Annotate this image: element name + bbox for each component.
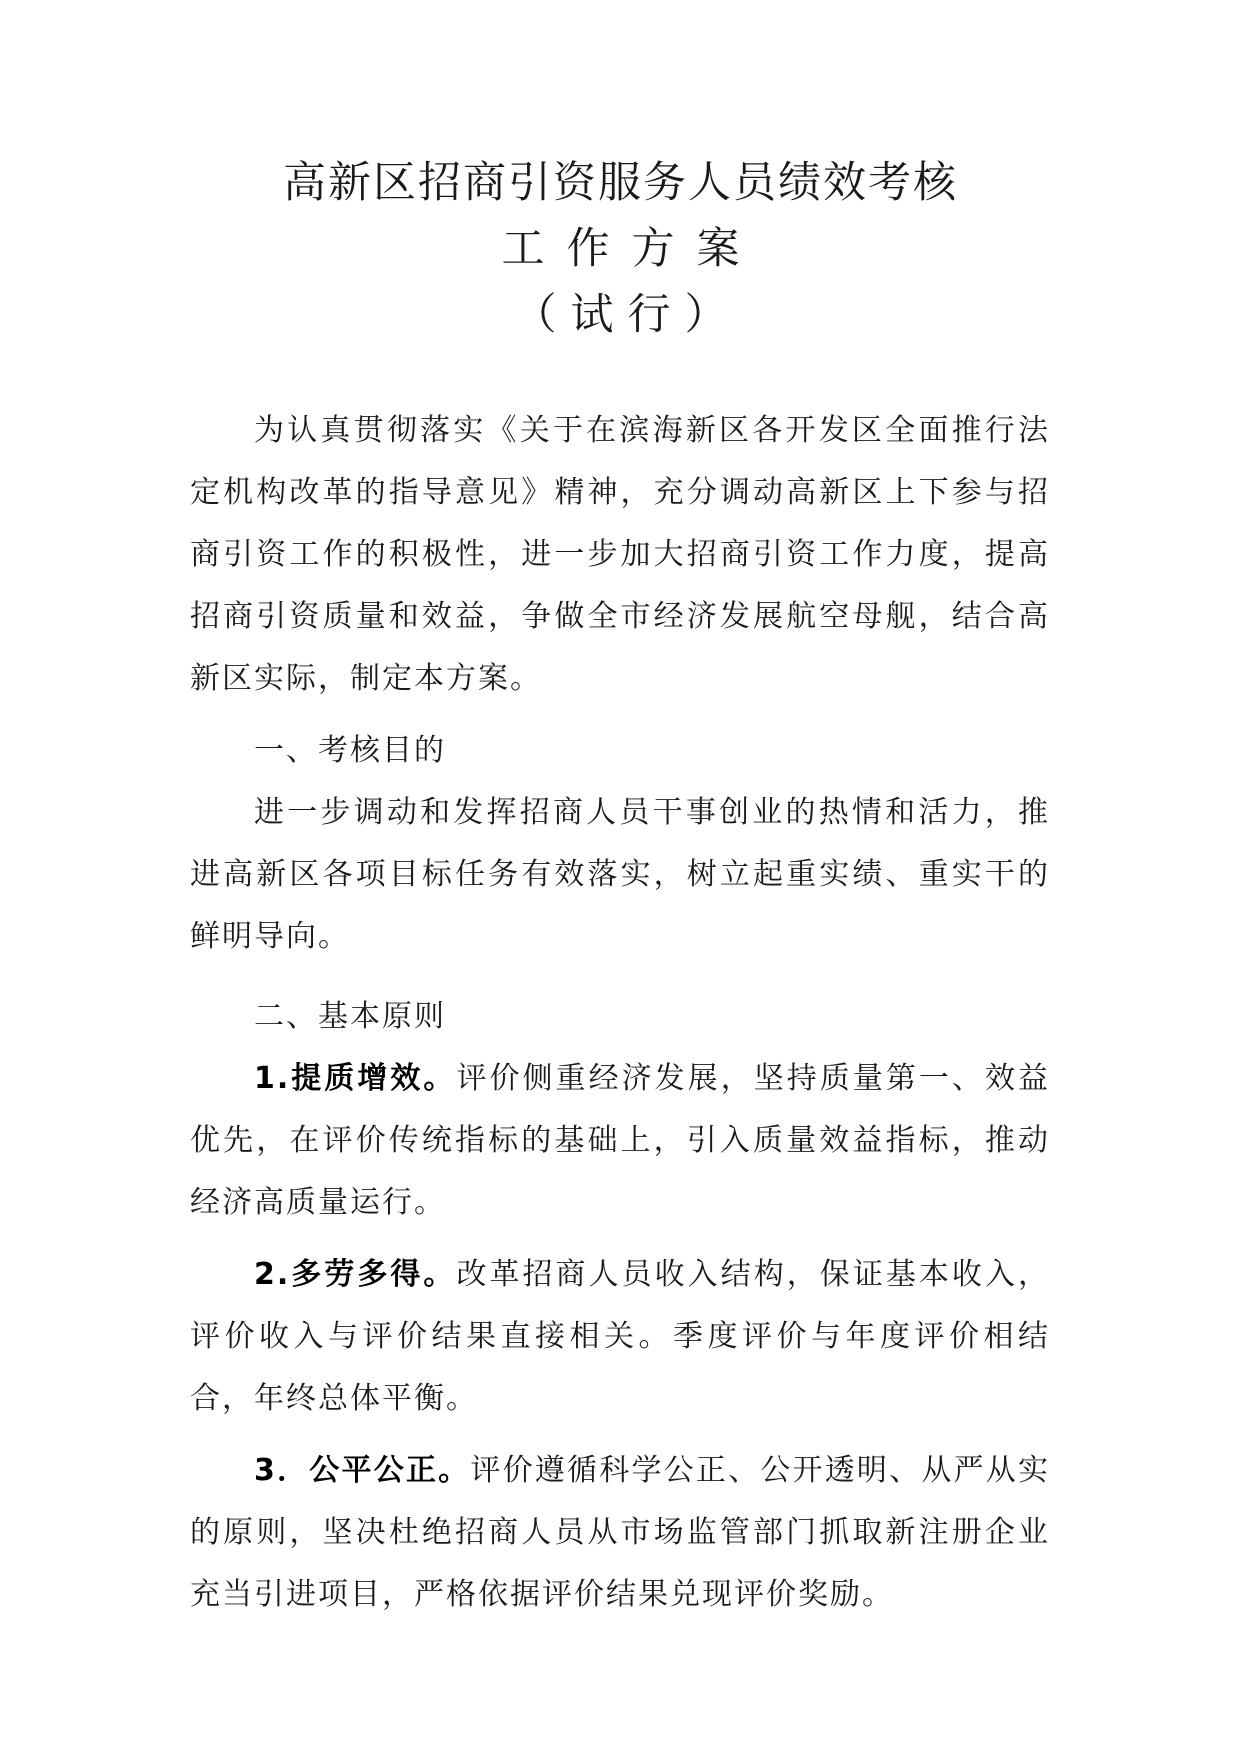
principle-item-1 xyxy=(190,1048,1050,1234)
section-1-heading: 一、考核目的 xyxy=(254,733,446,768)
title-line-2: 工作方案 xyxy=(501,224,762,274)
section-1-paragraph: 进一步调动和发挥招商人员干事创业的热情和活力，推进高新区各项目标任务有效落实，树立起重实绩、重实干的鲜明导向。 xyxy=(190,795,1050,954)
principle-item-3-lead: 3．公平公正。 xyxy=(254,1453,471,1488)
document-title xyxy=(0,150,1241,348)
principle-item-2-lead: 2.多劳多得。 xyxy=(254,1257,457,1292)
principle-item-3-text: 评价遵循科学公正、公开透明、从严从实的原则，坚决杜绝招商人员从市场监管部门抓取新注册企业充当引进项目，严格依据评价结果兑现评价奖励。 xyxy=(190,1453,1051,1612)
principle-item-3 xyxy=(190,1440,1050,1626)
section-2-heading: 二、基本原则 xyxy=(254,999,446,1034)
title-line-3: （试行） xyxy=(513,290,742,340)
intro-paragraph: 为认真贯彻落实《关于在滨海新区各开发区全面推行法定机构改革的指导意见》精神，充分调动高新区上下参与招商引资工作的积极性，进一步加大招商引资工作力度，提高招商引资质量和效益，争做全市经济发展航空母舰，结合高新区实际，制定本方案。 xyxy=(190,413,1050,696)
title-line-1: 高新区招商引资服务人员绩效考核 xyxy=(283,158,958,208)
document-body xyxy=(190,400,1050,1626)
principle-item-1-lead: 1.提质增效。 xyxy=(254,1061,457,1096)
principle-item-2 xyxy=(190,1244,1050,1430)
principle-item-1-text: 评价侧重经济发展，坚持质量第一、效益优先，在评价传统指标的基础上，引入质量效益指标，推动经济高质量运行。 xyxy=(190,1061,1050,1220)
principle-item-2-text: 改革招商人员收入结构，保证基本收入，评价收入与评价结果直接相关。季度评价与年度评价相结合，年终总体平衡。 xyxy=(190,1257,1050,1416)
